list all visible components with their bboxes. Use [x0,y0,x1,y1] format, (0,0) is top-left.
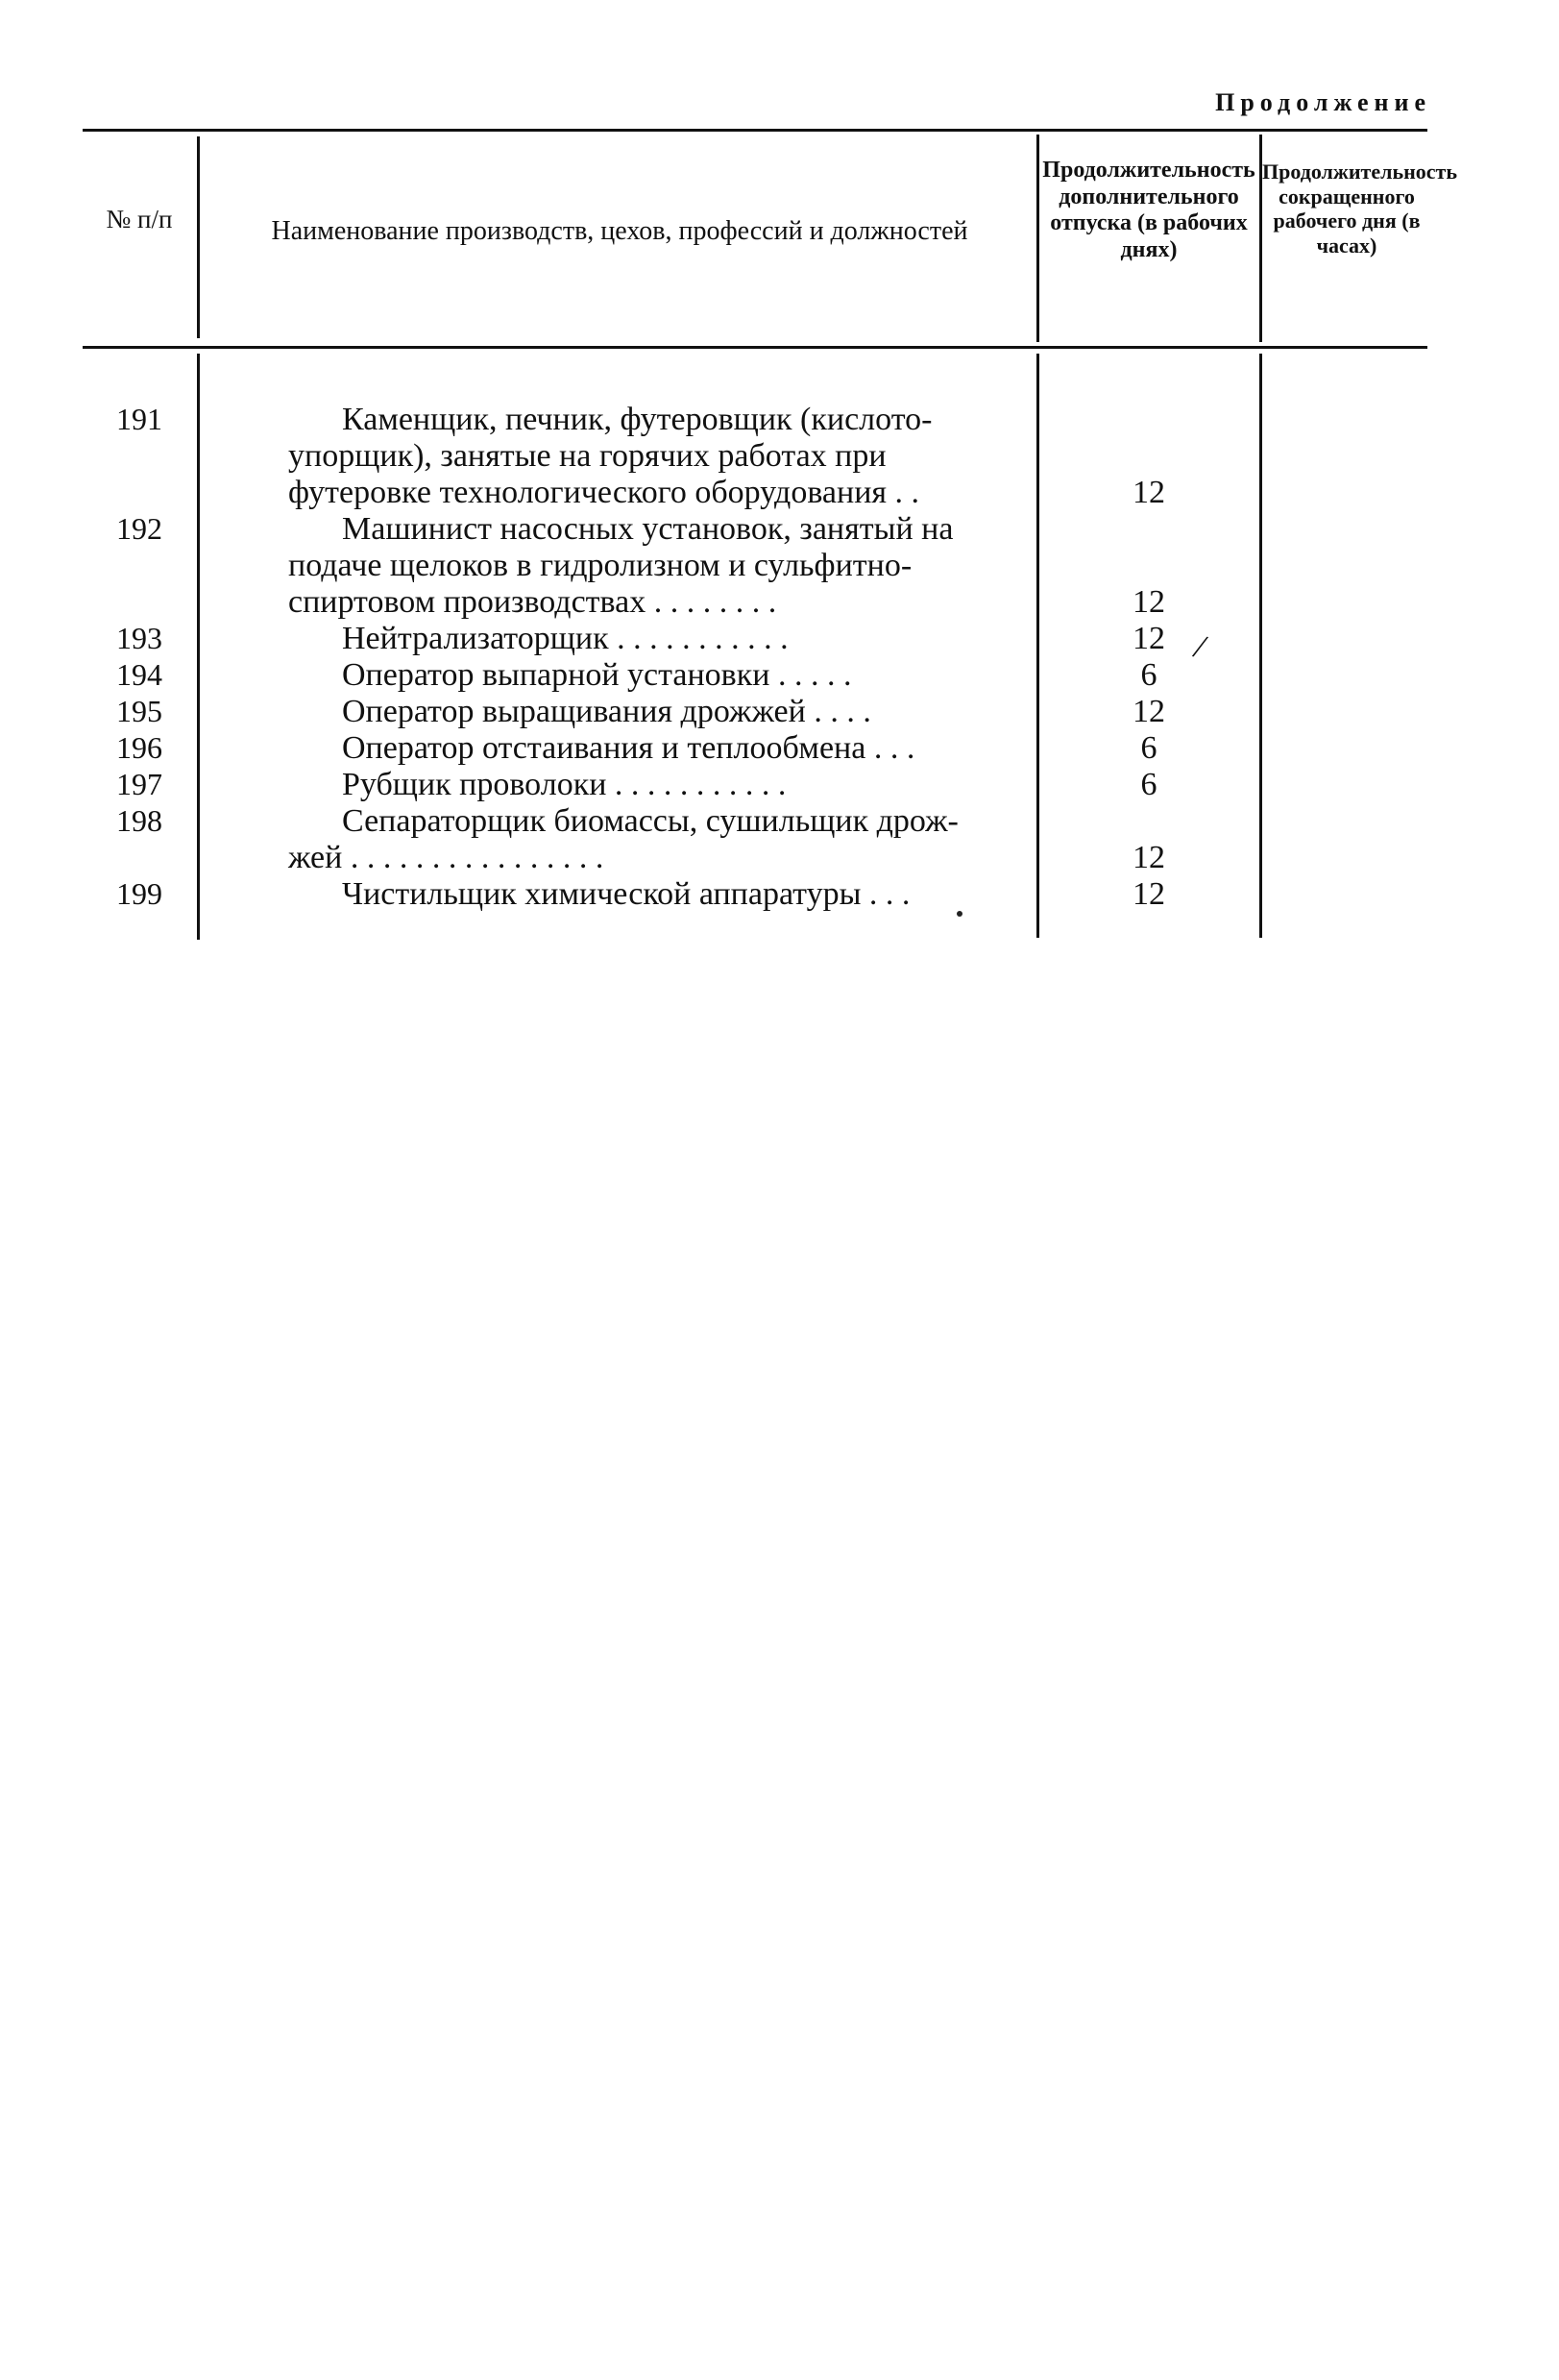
row-name-line: Нейтрализаторщик . . . . . . . . . . . [342,621,789,656]
row-name-line: Машинист насосных установок, занятый на [342,511,954,547]
header-number [83,206,196,233]
row-number: 194 [116,657,162,692]
row-additional-leave: 12 [1133,876,1165,912]
stray-dot [957,911,962,917]
row-name [288,511,1109,621]
header-shortened-day [1262,159,1457,258]
row-name-line: Сепараторщик биомассы, сушильщик дрож- [342,803,959,839]
handwritten-mark: / [1191,628,1207,666]
row-additional-leave: 12 [1133,475,1165,510]
row-number: 197 [116,767,162,801]
row-name-line: Оператор выпарной установки . . . . . [342,657,852,693]
row-additional-leave: 6 [1140,767,1157,802]
header-additional-leave [1039,158,1258,263]
row-name-line: Чистильщик химической аппаратуры . . . [342,876,911,912]
table-top-rule [83,129,1427,132]
header-name [207,217,1033,247]
row-name [288,876,1109,913]
row-name [288,657,1109,694]
header-additional-leave-text: Продолжительность дополнительного отпуска (в рабочих днях) [1042,158,1255,262]
row-additional-leave: 6 [1140,657,1157,693]
row-name [288,767,1109,803]
row-name-line: упорщик), занятые на горячих работах при [288,438,887,474]
row-name-line: футеровке технологического оборудования . . [288,475,920,510]
column-divider [197,136,200,338]
row-additional-leave: 12 [1133,840,1165,875]
row-name-line: подаче щелоков в гидролизном и сульфитно- [288,548,913,583]
row-number: 199 [116,876,162,911]
column-divider [197,354,200,940]
column-divider [1259,354,1262,938]
row-number: 192 [116,511,162,546]
row-name-line: Оператор отстаивания и теплообмена . . . [342,730,915,766]
header-number-text: № п/п [106,205,173,233]
row-additional-leave: 6 [1140,730,1157,766]
row-number: 191 [116,402,162,436]
row-name [288,803,1109,876]
row-additional-leave: 12 [1133,694,1165,729]
header-shortened-day-text: Продолжительность сокращенного рабочего дня (в часах) [1262,159,1457,258]
row-name [288,621,1109,657]
row-name-line: Каменщик, печник, футеровщик (кислото- [342,402,933,437]
row-number: 195 [116,694,162,728]
row-additional-leave: 12 [1133,584,1165,620]
header-name-text: Наименование производств, цехов, профессий и должностей [271,216,968,246]
row-name-line: Рубщик проволоки . . . . . . . . . . . [342,767,787,802]
row-number: 196 [116,730,162,765]
row-name-line: жей . . . . . . . . . . . . . . . . [288,840,604,875]
row-name-line: Оператор выращивания дрожжей . . . . [342,694,871,729]
row-name [288,730,1109,767]
row-name-line: спиртовом производствах . . . . . . . . [288,584,777,620]
row-number: 198 [116,803,162,838]
row-number: 193 [116,621,162,655]
row-name [288,694,1109,730]
row-additional-leave: 12 [1133,621,1165,656]
row-name [288,402,1109,511]
continuation-label: Продолжение [1215,88,1431,116]
table-header-rule [83,346,1427,349]
